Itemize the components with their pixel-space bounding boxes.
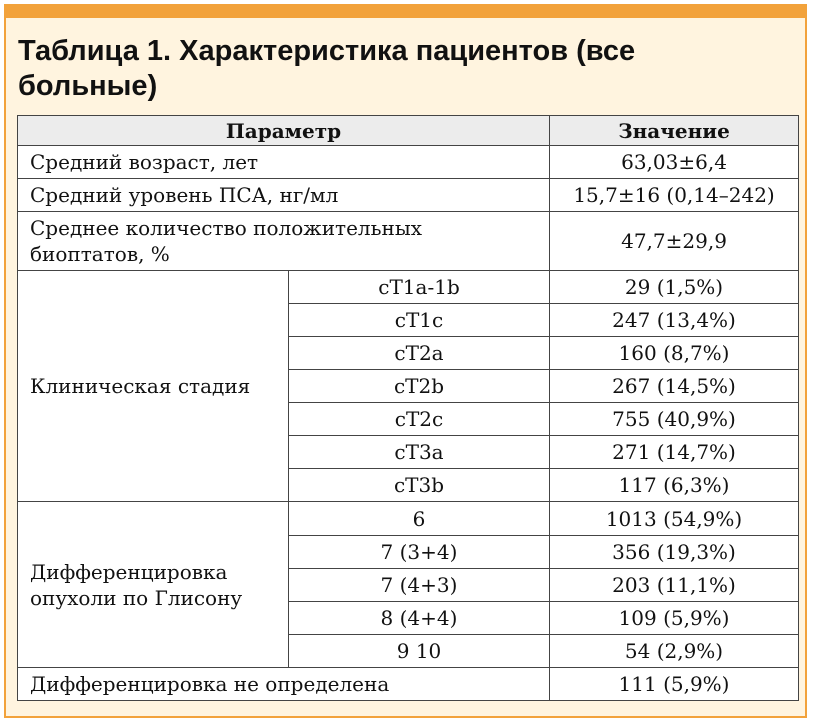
- patient-characteristics-table: [17, 115, 799, 701]
- table-row: [18, 271, 799, 304]
- value-cell: 356 (19,3%): [550, 535, 799, 568]
- table-row: [18, 179, 799, 212]
- accent-bar: [4, 4, 807, 18]
- value-cell: 1013 (54,9%): [550, 502, 799, 535]
- page-title: Таблица 1. Характеристика пациентов (все больные): [18, 35, 636, 102]
- value-cell: 47,7±29,9: [550, 212, 799, 271]
- value-cell: 267 (14,5%): [550, 370, 799, 403]
- parameter-cell: Среднее количество положительных биоптатов, %: [18, 212, 550, 271]
- parameter-cell: Средний возраст, лет: [18, 146, 550, 179]
- value-column-header: Значение: [550, 116, 799, 146]
- value-cell: 15,7±16 (0,14–242): [550, 179, 799, 212]
- value-cell: 111 (5,9%): [550, 667, 799, 700]
- value-cell: 203 (11,1%): [550, 568, 799, 601]
- gleason-score-cell: 7 (4+3): [289, 568, 550, 601]
- value-cell: 63,03±6,4: [550, 146, 799, 179]
- stage-cell: cT3a: [289, 436, 550, 469]
- table-row: [18, 667, 799, 700]
- gleason-score-cell: 6: [289, 502, 550, 535]
- stage-cell: cT2c: [289, 403, 550, 436]
- table-row: [18, 146, 799, 179]
- gleason-score-cell: 8 (4+4): [289, 601, 550, 634]
- gleason-label: Дифференцировка опухоли по Глисону: [18, 502, 289, 667]
- gleason-score-cell: 9 10: [289, 634, 550, 667]
- parameter-cell: Средний уровень ПСА, нг/мл: [18, 179, 550, 212]
- table-row: [18, 502, 799, 535]
- value-cell: 271 (14,7%): [550, 436, 799, 469]
- value-cell: 29 (1,5%): [550, 271, 799, 304]
- value-cell: 117 (6,3%): [550, 469, 799, 502]
- stage-cell: cT3b: [289, 469, 550, 502]
- stage-cell: cT2b: [289, 370, 550, 403]
- value-cell: 54 (2,9%): [550, 634, 799, 667]
- stage-cell: cT2a: [289, 337, 550, 370]
- value-cell: 755 (40,9%): [550, 403, 799, 436]
- stage-cell: cT1c: [289, 304, 550, 337]
- clinical-stage-label: Клиническая стадия: [18, 271, 289, 502]
- value-cell: 247 (13,4%): [550, 304, 799, 337]
- value-cell: 160 (8,7%): [550, 337, 799, 370]
- table-header-row: [18, 116, 799, 146]
- parameter-column-header: Параметр: [18, 116, 550, 146]
- gleason-score-cell: 7 (3+4): [289, 535, 550, 568]
- table-row: [18, 212, 799, 271]
- parameter-cell: Дифференцировка не определена: [18, 667, 550, 700]
- stage-cell: cT1a-1b: [289, 271, 550, 304]
- value-cell: 109 (5,9%): [550, 601, 799, 634]
